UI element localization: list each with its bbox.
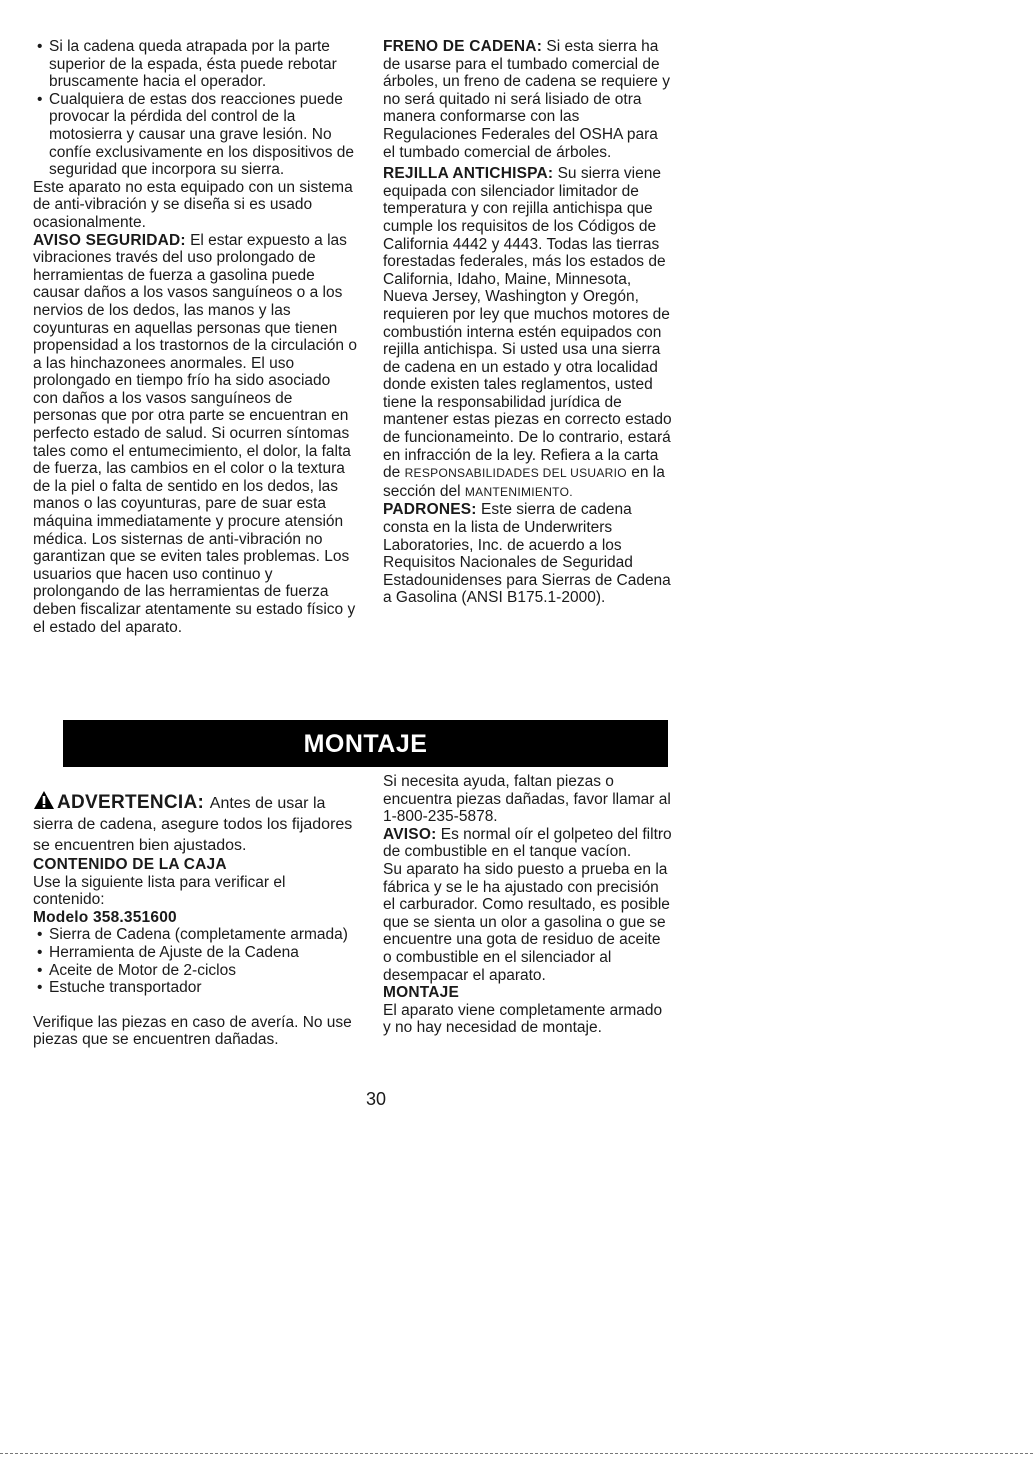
box-contents-heading bbox=[33, 856, 358, 874]
spark-arrester-paragraph bbox=[383, 165, 673, 501]
model-number bbox=[33, 909, 358, 927]
spark-arrester-text: Su sierra viene equipada con silenciador limitador de temperatura y con rejilla antichispa que cumple los requisitos de los Códigos de California 4442 y 4443. Todas las tierras forestadas federales, más los estados de California, Idaho, Maine, Minnesota, Nueva Jersey, Washington y Oregón, requieren por ley que muchos motores de combustión interna estén equipados con rejilla antichispa. Si usted usa una sierra de cadena en un estado y otra localidad donde existen tales reglamentos, usted tiene la responsabilidad jurídica de mantener estas piezas en correcto estado de funcionameinto. De lo contrario, estará en infracción de la ley. Refiera a la carta de bbox=[383, 165, 672, 482]
safety-notice-text: El estar expuesto a las vibraciones través del uso prolongado de herramientas de fuerza a gasolina puede causar daños a los vasos sanguíneos o a los nervios de los dedos, las manos y las coyunturas en aquellas personas que tienen propensidad a los trastornos de la circulación o a las hinchazonees anormales. El uso prolongado en tiempo frío ha sido asociado con daños a los vasos sanguíneos de personas que por otra parte se encuentran en perfecto estado de salud. Si ocurren síntomas tales como el entumecimiento, el dolor, la falta de fuerza, las cambios en el color o la textura de la piel o falta de sentido en los dedos, las manos o las coyunturas, pare de suar esta máquina immediatamente y procure atensión médica. Los sisternas de anti-vibración no garantizan que se eviten tales problemas. Los usuarios que hacen uso continuo y prolongando de las herramientas de fuerza deben fiscalizar atentamente su estado físico y el estado del aparato. bbox=[33, 231, 357, 636]
column-top-left bbox=[33, 38, 358, 636]
standards-label: PADRONES: bbox=[383, 501, 477, 519]
antivibration-note: Este aparato no esta equipado con un sistema de anti-vibración y se diseña si es usado ocasionalmente. bbox=[33, 178, 353, 231]
safety-notice bbox=[33, 232, 358, 637]
list-item: • Sierra de Cadena (completamente armada) bbox=[33, 926, 358, 944]
safety-notice-label: AVISO SEGURIDAD: bbox=[33, 231, 186, 249]
column-bottom-right bbox=[383, 773, 673, 1037]
bullet-loss-of-control: • Cualquiera de estas dos reacciones puede provocar la pérdida del control de la motosierra y causar una grave lesión. No confíe exclusivamente en los dispositivos de seguridad que incorpora su sierra. bbox=[33, 91, 358, 179]
list-item: • Estuche transportador bbox=[33, 979, 358, 997]
standards-text: Este sierra de cadena consta en la lista de Underwriters Laboratories, Inc. de acuerdo a los Requisitos Nacionales de Seguridad Estadounidenses para Sierras de Cadena a Gasolina (ANSI B175.1-2000). bbox=[383, 501, 671, 607]
chain-brake-label: FRENO DE CADENA: bbox=[383, 38, 543, 55]
list-item: • Aceite de Motor de 2-ciclos bbox=[33, 962, 358, 980]
maintenance-reference: MANTENIMIENTO bbox=[464, 484, 570, 499]
notice-label: AVISO: bbox=[383, 825, 437, 843]
chain-brake-text: Si esta sierra ha de usarse para el tumbado comercial de árboles, un freno de cadena se requiere y no será quitado ni será lisiado de otra manera conformarse con las Regulaciones Federales del OSHA para el tumbado comercial de árboles. bbox=[383, 38, 670, 161]
page-number: 30 bbox=[366, 1089, 387, 1109]
assembly-heading bbox=[383, 984, 673, 1002]
notice-paragraph bbox=[383, 826, 673, 861]
column-top-right bbox=[383, 38, 673, 607]
list-item: • Herramienta de Ajuste de la Cadena bbox=[33, 944, 358, 962]
responsibilities-reference: RESPONSABILIDADES DEL USUARIO bbox=[404, 466, 627, 481]
notice-text: Es normal oír el golpeteo del filtro de combustible en el tanque vacíon. bbox=[383, 825, 672, 861]
warning-label: ADVERTENCIA: bbox=[57, 792, 205, 813]
standards-paragraph bbox=[383, 501, 673, 607]
factory-test-paragraph: Su aparato ha sido puesto a prueba en la fábrica y se le ha ajustado con precisión el carburador. Como resultado, es posible que se sienta un olor a gasolina o gue se encuentre una gota de residuo de aceite o combustible en el silenciador al desempacar el aparato. bbox=[383, 860, 670, 984]
inspect-note: Verifique las piezas en caso de avería. No use piezas que se encuentren dañadas. bbox=[33, 1013, 352, 1049]
warning-paragraph bbox=[33, 790, 358, 856]
model-number-text: Modelo 358.351600 bbox=[33, 908, 177, 926]
warning-text: Antes de usar la sierra de cadena, asegure todos los fijadores se encuentren bien ajustados. bbox=[33, 795, 353, 854]
help-text: Si necesita ayuda, faltan piezas o encuentra piezas dañadas, favor llamar al 1-800-235-5878. bbox=[383, 773, 671, 826]
section-banner: MONTAJE bbox=[63, 720, 668, 767]
assembly-heading-text: MONTAJE bbox=[383, 984, 460, 1002]
spark-arrester-text-end: . bbox=[569, 484, 573, 499]
bullet-kickback: • Si la cadena queda atrapada por la parte superior de la espada, ésta puede rebotar bruscamente hacia el operador. bbox=[33, 38, 358, 91]
chain-brake-paragraph bbox=[383, 38, 673, 161]
spark-arrester-text-mid: en la sección del bbox=[383, 464, 665, 500]
bottom-divider bbox=[0, 1453, 1033, 1454]
assembly-text: El aparato viene completamente armado y no hay necesidad de montaje. bbox=[383, 1001, 663, 1037]
box-contents-intro: Use la siguiente lista para verificar el contenido: bbox=[33, 873, 286, 909]
spark-arrester-label: REJILLA ANTICHISPA: bbox=[383, 165, 554, 183]
column-bottom-left bbox=[33, 790, 358, 1049]
warning-icon bbox=[33, 790, 55, 810]
box-contents-heading-text: CONTENIDO DE LA CAJA bbox=[33, 856, 227, 873]
